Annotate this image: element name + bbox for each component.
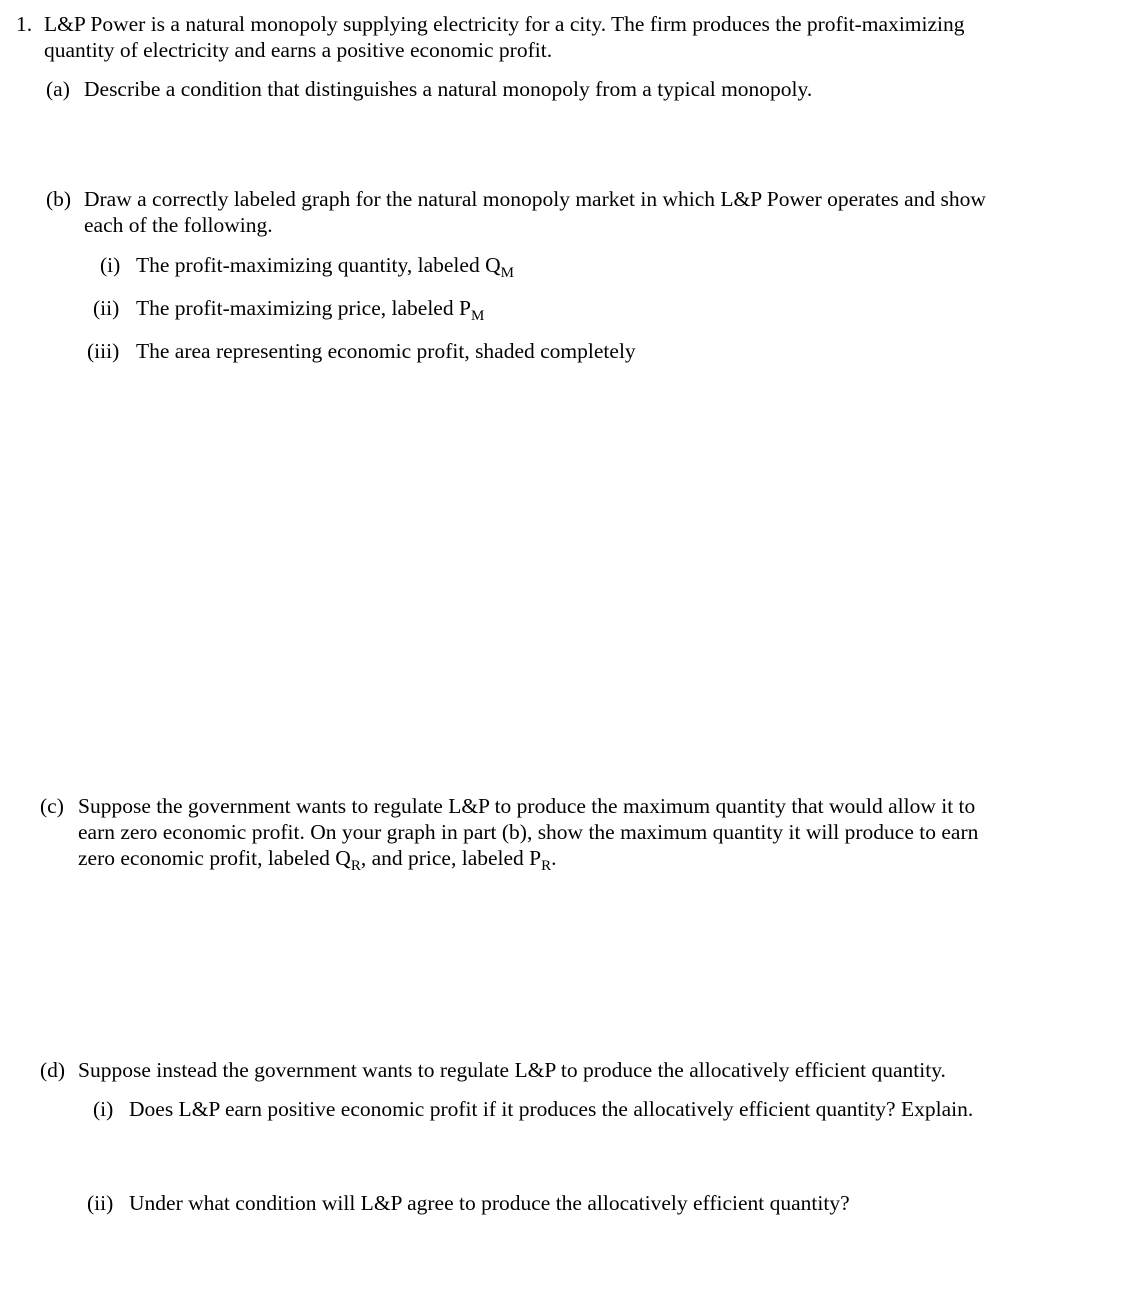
part-b-item-iii <box>0 338 1128 364</box>
part-b-label: (b) <box>46 187 72 211</box>
item-text: The profit-maximizing price, labeled P <box>136 296 471 320</box>
part-b-item-label: (i) <box>100 253 121 277</box>
part-d-item-text: Does L&P earn positive economic profit if it produces the allocatively efficient quantity? Explain. <box>129 1097 974 1121</box>
part-d-text: Suppose instead the government wants to regulate L&P to produce the allocatively efficient quantity. <box>78 1058 946 1082</box>
part-d-row <box>0 1057 1128 1083</box>
part-b-item-ii <box>0 295 1128 324</box>
part-b-item-text <box>136 295 484 324</box>
subscript: M <box>500 265 514 281</box>
part-c-label: (c) <box>40 794 64 818</box>
part-c-text <box>78 845 557 874</box>
question-stem-text: L&P Power is a natural monopoly supplying electricity for a city. The firm produces the profit-maximizing <box>44 12 965 36</box>
part-a-text: Describe a condition that distinguishes a natural monopoly from a typical monopoly. <box>84 77 813 101</box>
part-c-text: earn zero economic profit. On your graph in part (b), show the maximum quantity it will produce to earn <box>78 820 979 844</box>
item-text: The profit-maximizing quantity, labeled Q <box>136 253 501 277</box>
part-b-item-label: (iii) <box>87 339 120 363</box>
part-a <box>0 76 1128 102</box>
part-b-item-i <box>0 252 1128 281</box>
part-b <box>0 186 1128 238</box>
part-c-line-3 <box>0 845 1128 874</box>
part-c-line-2 <box>0 819 1128 845</box>
part-d-item-ii <box>0 1190 1128 1216</box>
part-b-text: each of the following. <box>84 213 273 237</box>
text-segment: . <box>551 846 557 870</box>
part-c <box>0 793 1128 874</box>
part-d-item-text: Under what condition will L&P agree to produce the allocatively efficient quantity? <box>129 1191 850 1215</box>
subscript: R <box>541 858 552 874</box>
part-c-text: Suppose the government wants to regulate L&P to produce the maximum quantity that would allow it to <box>78 794 976 818</box>
part-b-item-text: The area representing economic profit, shaded completely <box>136 339 636 363</box>
part-a-row <box>0 76 1128 102</box>
part-b-text: Draw a correctly labeled graph for the natural monopoly market in which L&P Power operates and show <box>84 187 986 211</box>
part-d-item-i <box>0 1096 1128 1122</box>
question-stem-line-1 <box>0 11 1128 37</box>
subscript: R <box>350 858 361 874</box>
part-d-item-label: (ii) <box>87 1191 114 1215</box>
part-d-label: (d) <box>40 1058 66 1082</box>
question-stem-line-2 <box>0 37 1128 63</box>
part-b-line-1 <box>0 186 1128 212</box>
part-c-line-1 <box>0 793 1128 819</box>
question-stem-text: quantity of electricity and earns a positive economic profit. <box>44 38 553 62</box>
subscript: M <box>470 308 485 324</box>
question-number: 1. <box>16 12 33 36</box>
part-b-item-text <box>136 252 514 281</box>
question-1 <box>0 11 1128 63</box>
text-segment: zero economic profit, labeled Q <box>78 846 351 870</box>
part-a-label: (a) <box>46 77 70 101</box>
text-segment: , and price, labeled P <box>360 846 542 870</box>
part-d-item-label: (i) <box>93 1097 114 1121</box>
part-b-item-label: (ii) <box>93 296 120 320</box>
part-d <box>0 1057 1128 1083</box>
part-b-line-2 <box>0 212 1128 238</box>
